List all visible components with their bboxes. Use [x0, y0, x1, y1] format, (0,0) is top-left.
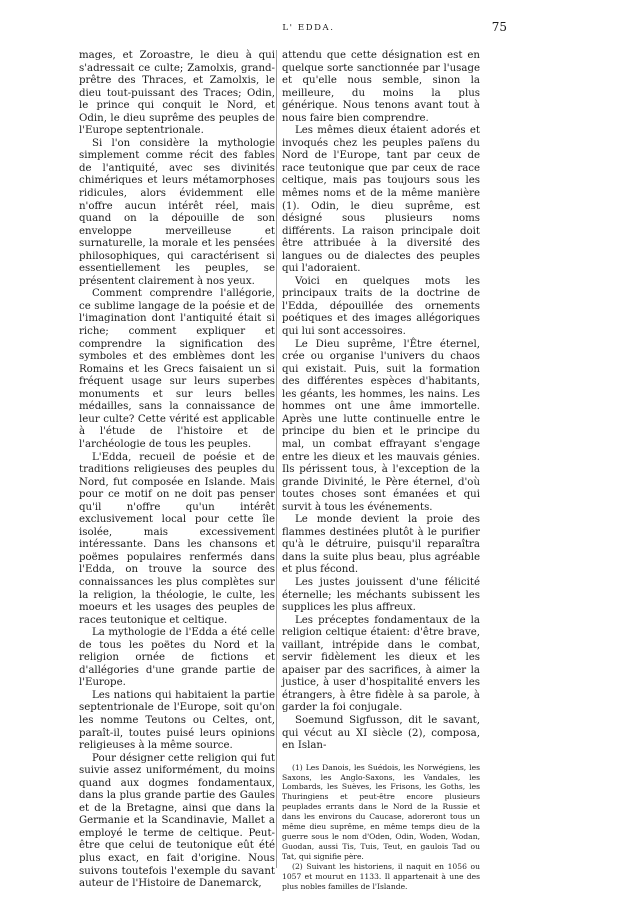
paragraph: Soemund Sigfusson, dit le savant, qui vécut au XI siècle (2), composa, en Islan-: [282, 714, 480, 752]
footnotes: [282, 763, 480, 892]
paragraph: Le monde devient la proie des flammes destinées plutôt à le purifier qu'à le détruire, puisqu'il reparaîtra dans la suite plus beau, plus agréable et plus fécond.: [282, 514, 480, 576]
paragraph: Les préceptes fondamentaux de la religion celtique étaient: d'être brave, vaillant, intrépide dans le combat, servir fidèlement les dieux et les apaiser par des sacrifices, à aimer la justice, à user d'hospitalité envers les étrangers, à être fidèle à sa parole, à garder la foi conjugale.: [282, 614, 480, 714]
paragraph: Si l'on considère la mythologie simplement comme récit des fables de l'antiquité, avec ses divinités chimériques et leurs métamorphoses ridicules, alors évidemment elle n'offre aucun intérêt réel, mais quand on la dépouille de son enveloppe merveilleuse et surnaturelle, la morale et les pensées philosophiques, qui caractérisent si essentiellement les peuples, se présentent clairement à nos yeux.: [79, 137, 275, 287]
running-title: L' EDDA.: [282, 23, 335, 33]
footnote: (2) Suivant les historiens, il naquit en 1056 ou 1057 et mourut en 1133. Il appartenait à une des plus nobles familles de l'Islande.: [282, 861, 480, 891]
paragraph: Les mêmes dieux étaient adorés et invoqués chez les peuples païens du Nord de l'Europe, tant par ceux de race teutonique que par ceux de race celtique, mais pas toujours sous les mêmes noms et de la même manière (1). Odin, le dieu suprême, est désigné sous plusieurs noms différents. La raison principale doit être attribuée à la diversité des langues ou de dialectes des peuples qui l'adoraient.: [282, 125, 480, 275]
paragraph: Les justes jouissent d'une félicité éternelle; les méchants subissent les supplices les plus affreux.: [282, 576, 480, 614]
paragraph: La mythologie de l'Edda a été celle de tous les poëtes du Nord et la religion ornée de fictions et d'allégories d'une grande partie de l'Europe.: [79, 627, 275, 689]
paragraph: attendu que cette désignation est en quelque sorte sanctionnée par l'usage et qu'elle nous semble, sinon la meilleure, du moins la plus générique. Nous tenons avant tout à nous faire bien comprendre.: [282, 50, 480, 124]
left-column: [79, 50, 275, 891]
paragraph: Comment comprendre l'allégorie, ce sublime langage de la poésie et de l'imagination dont l'antiquité était si riche; comment expliquer et comprendre la signification des symboles et des emblèmes dont les Romains et les Grecs faisaient un si fréquent usage sur leurs superbes monuments et sur leurs belles médailles, sans la connaissance de leur culte? Cette vérité est applicable à l'étude de l'histoire et de l'archéologie de tous les peuples.: [79, 288, 275, 450]
footnote-separator: [282, 753, 480, 763]
running-head: [0, 20, 617, 36]
paragraph: Le Dieu suprême, l'Être éternel, crée ou organise l'univers du chaos qui existait. Puis, suit la formation des différentes espèces d'habitants, les géants, les hommes, les nains. Les hommes ont une âme immortelle. Après une lutte continuelle entre le principe du bien et le principe du mal, un combat effrayant s'engage entre les dieux et les mauvais génies. Ils périssent tous, à l'exception de la grande Divinité, le Père éternel, d'où toutes choses sont émanées et qui survit à tous les événements.: [282, 338, 480, 513]
paragraph: Voici en quelques mots les principaux traits de la doctrine de l'Edda, dépouillée des ornements poétiques et des images allégoriques qui lui sont accessoires.: [282, 275, 480, 338]
column-divider: [276, 50, 277, 868]
footnote: (1) Les Danois, les Suédois, les Norwégiens, les Saxons, les Anglo-Saxons, les Vandales, les Lombards, les Suèves, les Frisons, les Goths, les Thuringiens et peut-être encore plusieurs peuplades errants dans le Nord de la Russie et dans les environs du Caucase, adoreront tous un même dieu suprême, en même temps dieu de la guerre sous le nom d'Oden, Odin, Woden, Wodan, Guodan, aussi Tis, Tuis, Teut, en gaulois Tad ou Tat, qui signifie père.: [282, 762, 480, 861]
paragraph: L'Edda, recueil de poésie et de traditions religieuses des peuples du Nord, fut composée en Islande. Mais pour ce motif on ne doit pas penser qu'il n'offre qu'un intérêt exclusivement local pour cette île isolée, mais excessivement intéressante. Dans les chansons et poëmes populaires renfermés dans l'Edda, on trouve la source des connaissances les plus complètes sur la religion, la théologie, le culte, les moeurs et les usages des peuples de races teutonique et celtique.: [79, 451, 275, 626]
paragraph: Pour désigner cette religion qui fut suivie assez uniformément, du moins quand aux dogmes fondamentaux, dans la plus grande partie des Gaules et de la Bretagne, ainsi que dans la Germanie et la Scandinavie, Mallet a employé le terme de celtique. Peut-être que celui de teutonique eût été plus exact, en fait d'origine. Nous suivons toutefois l'exemple du savant auteur de l'Histoire de Danemarck,: [79, 752, 275, 890]
right-column: [282, 50, 480, 891]
page-number: 75: [491, 20, 507, 34]
paragraph: Les nations qui habitaient la partie septentrionale de l'Europe, soit qu'on les nomme Teutons ou Celtes, ont, paraît-il, toutes puisé leurs opinions religieuses à la même source.: [79, 689, 275, 752]
paragraph: mages, et Zoroastre, le dieu à qui s'adressait ce culte; Zamolxis, grand-prêtre des Thraces, et Zamolxis, le dieu tout-puissant des Traces; Odin, le prince qui conquit le Nord, et Odin, le dieu suprême des peuples de l'Europe septentrionale.: [79, 50, 275, 137]
